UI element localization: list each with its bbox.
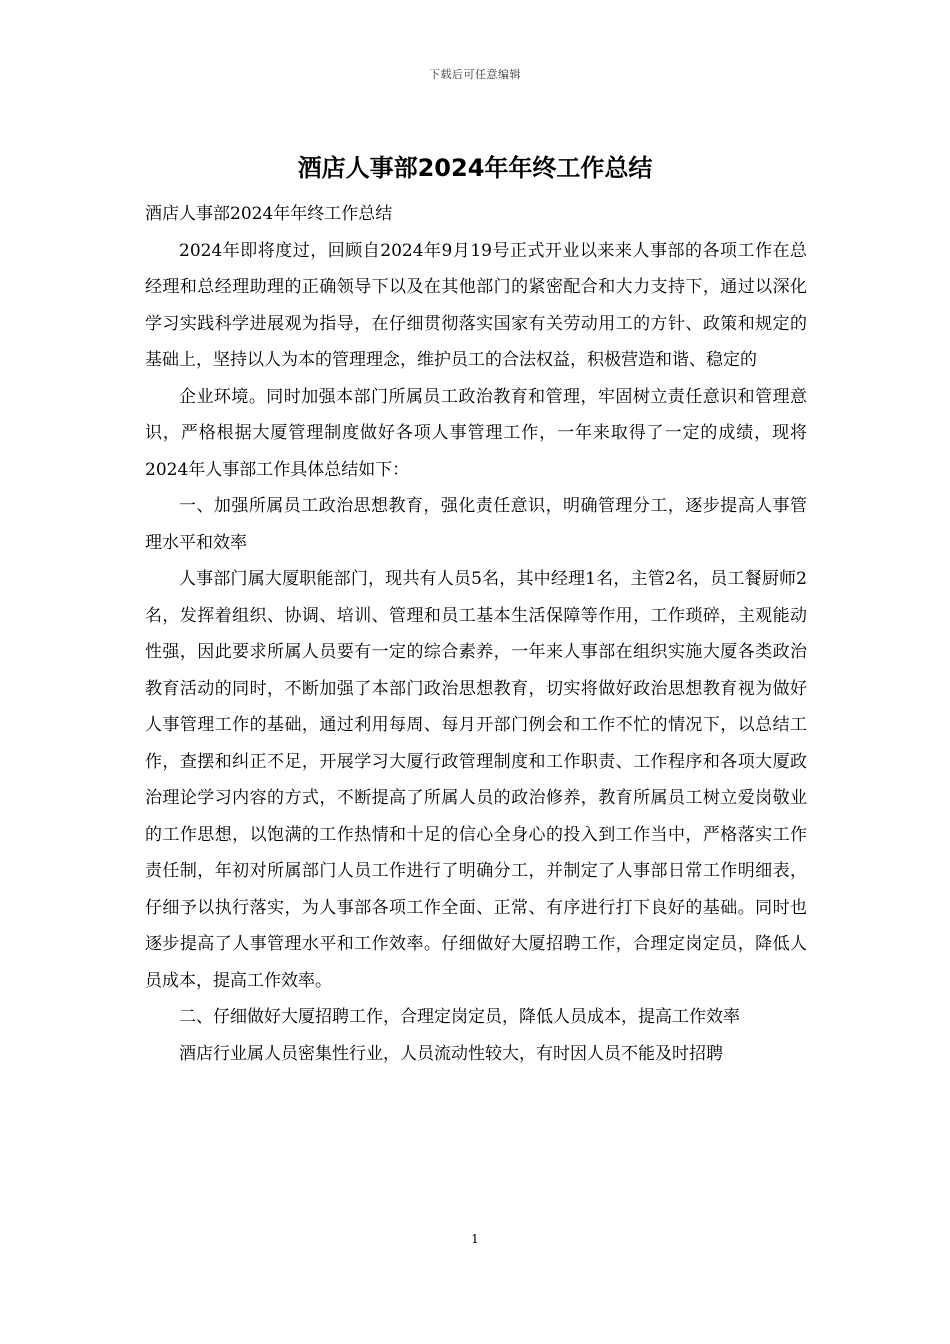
header-note: 下载后可任意编辑 (429, 68, 521, 81)
section-heading-1: 一、加强所属员工政治思想教育，强化责任意识，明确管理分工，逐步提高人事管理水平和效率 (145, 496, 807, 553)
body-paragraph: 企业环境。同时加强本部门所属员工政治教育和管理，牢固树立责任意识和管理意识，严格根据大厦管理制度做好各项人事管理工作，一年来取得了一定的成绩，现将2024年人事部工作具体总结如下： (145, 386, 807, 480)
page-number: 1 (471, 1232, 479, 1246)
body-paragraph: 人事部门属大厦职能部门，现共有人员5名，其中经理1名，主管2名，员工餐厨师2名，发挥着组织、协调、培训、管理和员工基本生活保障等作用，工作琐碎，主观能动性强，因此要求所属人员要有一定的综合素养，一年来人事部在组织实施大厦各类政治教育活动的同时，不断加强了本部门政治思想教育，切实将做好政治思想教育视为做好人事管理工作的基础，通过利用每周、每月开部门例会和工作不忙的情况下，以总结工作，查摆和纠正不足，开展学习大厦行政管理制度和工作职责、工作程序和各项大厦政治理论学习内容的方式，不断提高了所属人员的政治修养，教育所属员工树立爱岗敬业的工作思想，以饱满的工作热情和十足的信心全身心的投入到工作当中，严格落实工作责任制，年初对所属部门人员工作进行了明确分工，并制定了人事部日常工作明细表，仔细予以执行落实，为人事部各项工作全面、正常、有序进行打下良好的基础。同时也逐步提高了人事管理水平和工作效率。仔细做好大厦招聘工作，合理定岗定员，降低人员成本，提高工作效率。 (145, 569, 807, 991)
body-subtitle: 酒店人事部2024年年终工作总结 (145, 204, 393, 224)
body-paragraph: 酒店行业属人员密集性行业，人员流动性较大，有时因人员不能及时招聘 (179, 1043, 723, 1064)
document-body (145, 196, 807, 1072)
section-heading-2: 二、仔细做好大厦招聘工作，合理定岗定员，降低人员成本，提高工作效率 (179, 1007, 740, 1027)
body-paragraph: 2024年即将度过，回顾自2024年9月19号正式开业以来来人事部的各项工作在总经理和总经理助理的正确领导下以及在其他部门的紧密配合和大力支持下，通过以深化学习实践科学进展观为指导，在仔细贯彻落实国家有关劳动用工的方针、政策和规定的基础上，坚持以人为本的管理理念，维护员工的合法权益，积极营造和谐、稳定的 (145, 240, 807, 370)
document-title: 酒店人事部2024年年终工作总结 (297, 154, 653, 182)
